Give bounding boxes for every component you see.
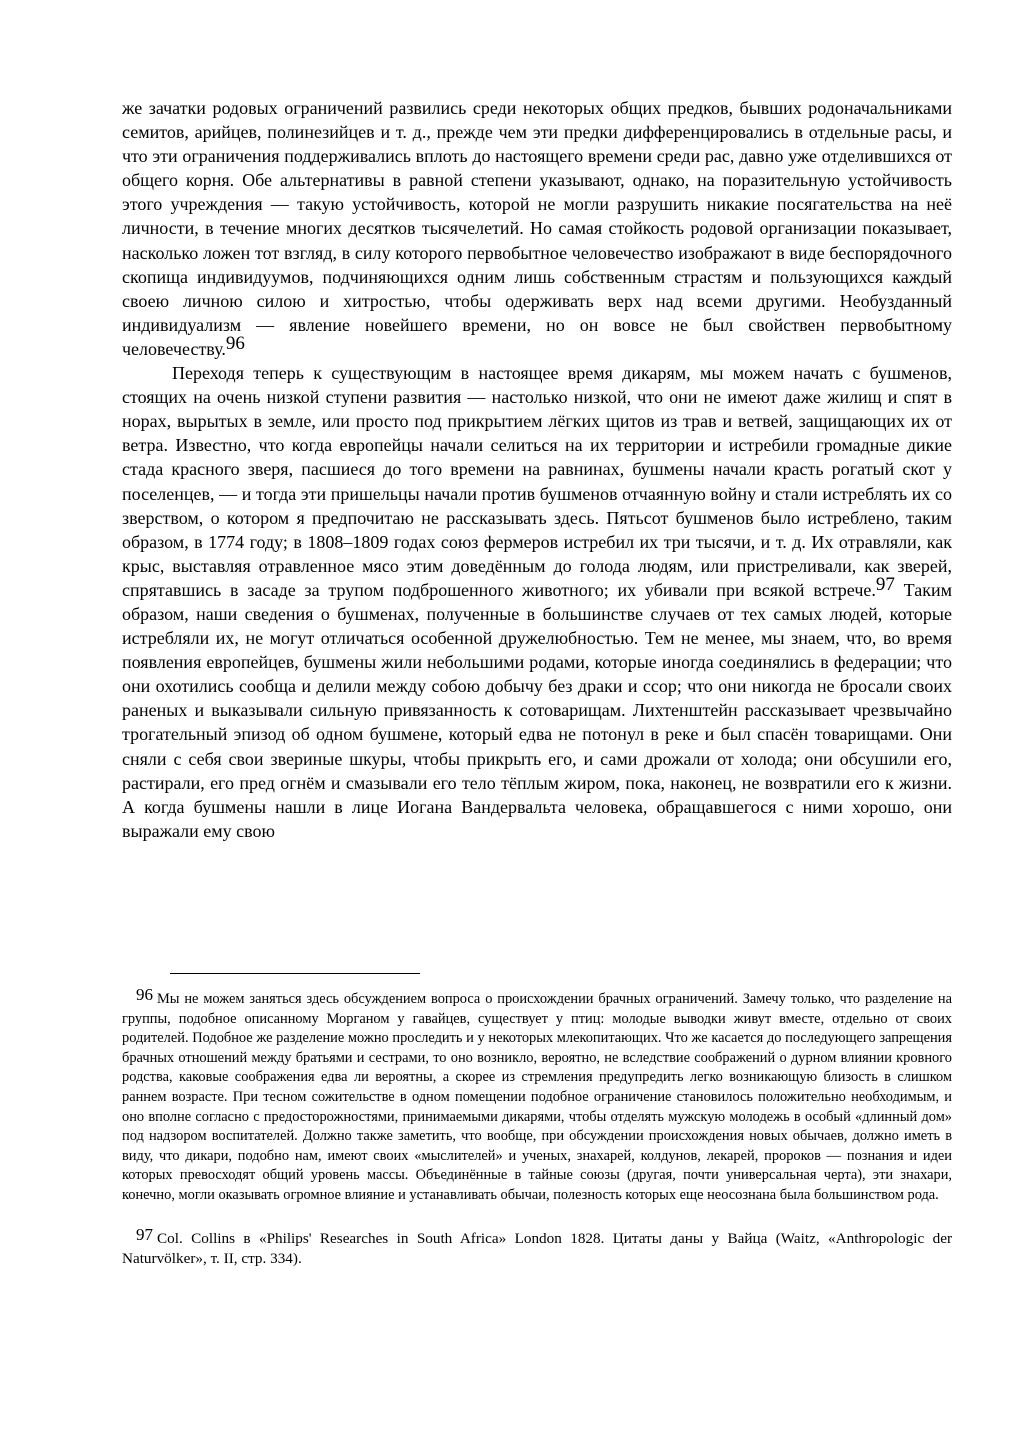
- paragraph-text: Переходя теперь к существующим в настоящее время дикарям, мы можем начать с бушменов, стоящих на очень низкой ступени развития — настолько низкой, что они не имеют даже жилищ и спят в норах, вырытых в земле, или просто под прикрытием лёгких щитов из трав и ветвей, защищающих их от ветра. Известно, что когда европейцы начали селиться на их территории и истребили громадные дикие стада красного зверя, пасшиеся до того времени на равнинах, бушмены начали красть рогатый скот у поселенцев, — и тогда эти пришельцы начали против бушменов отчаянную войну и стали истреблять их со зверством, о котором я предпочитаю не рассказывать здесь. Пятьсот бушменов было истреблено, таким образом, в 1774 году; в 1808–1809 годах союз фермеров истребил их три тысячи, и т. д. Их отравляли, как крыс, выставляя отравленное мясо этим доведённым до голода людям, или пристреливали, как зверей, спрятавшись в засаде за трупом подброшенного животного; их убивали при всякой встрече.: [122, 363, 952, 600]
- footnote-text: Мы не можем заняться здесь обсуждением вопроса о происхождении брачных ограничений. Замечу только, что разделение на группы, подобное описанному Морганом у гавайцев, существует у птиц: молодые выводки живут вместе, отдельно от своих родителей. Подобное же разделение можно проследить и у некоторых млекопитающих. Что же касается до последующего запрещения брачных отношений между братьями и сестрами, то оно возникло, вероятно, не вследствие соображений о дурном влиянии кровного родства, каковые соображения едва ли вероятны, а скорее из стремления предупредить легко возникающую близость в слишком раннем возрасте. При тесном сожительстве в одном помещении подобное ограничение становилось положительно необходимым, и оно вполне согласно с предосторожностями, принимаемыми дикарями, чтобы отделять мужскую молодежь в особый «длинный дом» под надзором воспитателей. Должно также заметить, что вообще, при обсуждении происхождения новых обычаев, должно иметь в виду, что дикари, подобно нам, имеют своих «мыслителей» и ученых, знахарей, колдунов, лекарей, пророков — познания и идеи которых превосходят общий уровень массы. Объединённые в тайные союзы (другая, почти универсальная черта), эти знахари, конечно, могли оказывать огромное влияние и устанавливать обычаи, полезность которых еще неосознана была большинством рода.: [122, 991, 952, 1203]
- paragraph-text: же зачатки родовых ограничений развились среди некоторых общих предков, бывших родоначальниками семитов, арийцев, полинезийцев и т. д., прежде чем эти предки дифференцировались в отдельные расы, и что эти ограничения поддерживались вплоть до настоящего времени среди рас, давно уже отделившихся от общего корня. Обе альтернативы в равной степени указывают, однако, на поразительную устойчивость этого учреждения — такую устойчивость, которой не могли разрушить никакие посягательства на неё личности, в течение многих десятков тысячелетий. Но самая стойкость родовой организации показывает, насколько ложен тот взгляд, в силу которого первобытное человечество изображают в виде беспорядочного скопища индивидуумов, подчиняющихся одним лишь собственным страстям и пользующихся каждый своею личною силою и хитростью, чтобы одерживать верх над всеми другими. Необузданный индивидуализм — явление новейшего времени, но он вовсе не был свойствен первобытному человечеству.: [122, 98, 952, 359]
- paragraph-2: [122, 361, 952, 843]
- footnote-separator: [170, 973, 420, 974]
- footnote-ref-96[interactable]: 96: [225, 332, 245, 354]
- footnote-96: [122, 985, 952, 1206]
- footnote-number: 97: [136, 1224, 153, 1244]
- footnote-text: Col. Collins в «Philips' Researches in South Africa» London 1828. Цитаты даны у Вайца (Waitz, «Anthropologic der Naturvölker», т. II, стр. 334).: [122, 1229, 952, 1267]
- footnote-97: [122, 1224, 952, 1269]
- footnote-number: 96: [136, 985, 153, 1004]
- paragraph-text-continued: Таким образом, наши сведения о бушменах, полученные в большинстве случаев от тех самых людей, которые истребляли их, не могут отличаться особенной дружелюбностью. Тем не менее, мы знаем, что, во время появления европейцев, бушмены жили небольшими родами, которые иногда соединялись в федерации; что они охотились сообща и делили между собою добычу без драки и ссор; что они никогда не бросали своих раненых и выказывали сильную привязанность к сотоварищам. Лихтенштейн рассказывает чрезвычайно трогательный эпизод об одном бушмене, который едва не потонул в реке и был спасён товарищами. Они сняли с себя свои звериные шкуры, чтобы прикрыть его, и сами дрожали от холода; они обсушили его, растирали, его пред огнём и смазывали его тело тёплым жиром, пока, наконец, не возвратили его к жизни. А когда бушмены нашли в лице Иогана Вандервальта человека, обращавшегося с ними хорошо, они выражали ему свою: [122, 579, 952, 841]
- main-text: [122, 96, 952, 843]
- footnote-ref-97[interactable]: 97: [875, 573, 895, 595]
- paragraph-1: [122, 96, 952, 361]
- footnotes: [122, 985, 952, 1269]
